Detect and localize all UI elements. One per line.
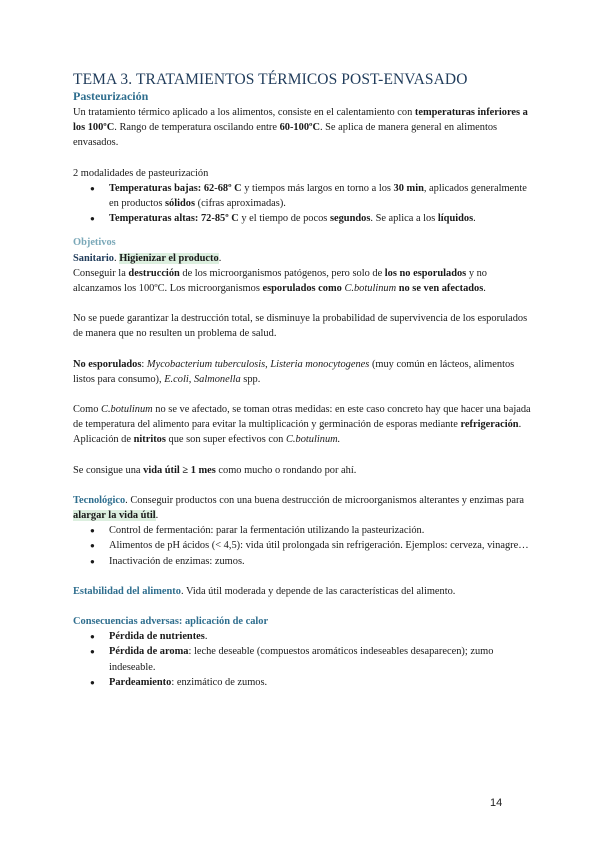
tecnologico-highlight: alargar la vida útil bbox=[73, 510, 156, 522]
bold-span: No esporulados bbox=[73, 358, 142, 370]
item-text: , aplicados generalmente en productos bbox=[109, 182, 527, 210]
sanitario-highlight: Higienizar el producto bbox=[119, 252, 219, 264]
text-span: . Vida útil moderada y depende de las características del alimento. bbox=[180, 585, 456, 597]
list-item: ● Alimentos de pH ácidos (< 4,5): vida útil prolongada sin refrigeración. Ejemplos: cerveza, vinagre… bbox=[109, 538, 533, 553]
modalidades-list bbox=[73, 181, 533, 227]
sanitario-paragraph-2: No se puede garantizar la destrucción total, se disminuye la probabilidad de supervivencia de los esporulados de manera que no resulten un problema de salud. bbox=[73, 313, 528, 340]
text-span: . bbox=[483, 283, 486, 295]
text-span: como mucho o rondando por ahí. bbox=[215, 464, 357, 476]
text-span: (muy común en lácteos, alimentos listos para consumo), bbox=[73, 358, 515, 385]
text-span: , bbox=[265, 358, 271, 370]
sanitario-label: Sanitario bbox=[73, 252, 114, 264]
consecuencias-list bbox=[73, 629, 533, 690]
estabilidad-label: Estabilidad del alimento bbox=[73, 585, 181, 597]
intro-text-1: Un tratamiento térmico aplicado a los alimentos, consiste en el calentamiento con bbox=[73, 107, 415, 118]
item-text: . bbox=[204, 631, 208, 643]
text-span: . Conseguir productos con una buena destrucción de microorganismos alterantes y enzimas para bbox=[125, 494, 525, 506]
page-title: TEMA 3. TRATAMIENTOS TÉRMICOS POST-ENVASADO bbox=[73, 71, 468, 88]
intro-bold-temperature: temperaturas inferiores a los 100ºC bbox=[73, 107, 528, 134]
item-bold: Temperaturas bajas: 62-68º C bbox=[109, 182, 242, 194]
section-heading-pasteurizacion: Pasteurización bbox=[73, 89, 149, 103]
item-text: : enzimático de zumos. bbox=[171, 676, 268, 688]
list-item bbox=[109, 675, 533, 690]
item-text: y tiempos más largos en torno a los bbox=[241, 182, 394, 194]
italic-span: Listeria monocytogenes bbox=[270, 358, 370, 370]
item-bold: sólidos bbox=[164, 198, 196, 210]
tecnologico-list bbox=[73, 523, 533, 569]
bold-span: esporulados como bbox=[262, 283, 345, 295]
list-item: ● Control de fermentación: parar la fermentación utilizando la pasteurización. bbox=[109, 523, 533, 538]
item-bold: Pérdida de nutrientes bbox=[109, 631, 205, 643]
bold-span: no se ven afectados bbox=[396, 283, 484, 295]
intro-text-3: . Se aplica de manera general en alimentos envasados. bbox=[73, 122, 498, 149]
item-text: : leche deseable (compuestos aromáticos indeseables desaparecen); zumo indeseable. bbox=[109, 646, 494, 673]
bold-span: refrigeración bbox=[460, 419, 519, 431]
sanitario-paragraph-5 bbox=[73, 463, 533, 478]
text-span: . Aplicación de bbox=[73, 419, 522, 446]
list-item bbox=[109, 629, 533, 644]
sanitario-end: . bbox=[218, 252, 222, 264]
estabilidad-paragraph bbox=[73, 584, 533, 599]
text-span: : bbox=[141, 358, 147, 370]
bold-span: los no esporulados bbox=[384, 267, 467, 279]
item-text: . Se aplica a los bbox=[370, 213, 438, 225]
text-span: . bbox=[155, 510, 159, 522]
item-bold: Pérdida de aroma bbox=[109, 646, 189, 658]
item-bold: Pardeamiento bbox=[109, 676, 172, 688]
sanitario-paragraph-4 bbox=[73, 402, 533, 448]
text-span: Se consigue una bbox=[73, 464, 144, 476]
intro-text-2: . Rango de temperatura oscilando entre bbox=[114, 122, 280, 134]
text-span: Como bbox=[73, 404, 102, 416]
text-span: Conseguir la bbox=[73, 267, 129, 279]
document-page bbox=[73, 70, 533, 690]
list-item bbox=[109, 211, 533, 226]
intro-bold-range: 60-100ºC bbox=[279, 122, 320, 134]
consecuencias-heading: Consecuencias adversas: aplicación de calor bbox=[73, 616, 269, 628]
sanitario-paragraph-3 bbox=[73, 357, 533, 387]
bold-span: nitritos bbox=[133, 434, 166, 446]
italic-span: C.botulinum. bbox=[285, 434, 341, 446]
text-span: que son super efectivos con bbox=[165, 434, 286, 446]
text-span: , bbox=[188, 373, 194, 385]
text-span: no se ve afectado, se toman otras medidas: en este caso concreto hay que hacer una bajada de temperatura del alimento para evitar la multiplicación y germinación de esporas mediante bbox=[73, 404, 531, 431]
item-text: (cifras aproximadas). bbox=[195, 198, 286, 210]
list-item: ● Inactivación de enzimas: zumos. bbox=[109, 554, 533, 569]
intro-paragraph bbox=[73, 105, 533, 151]
text-span: spp. bbox=[240, 373, 261, 385]
item-bold: líquidos bbox=[437, 213, 474, 225]
italic-span: E.coli bbox=[164, 373, 189, 385]
sanitario-heading bbox=[73, 251, 533, 266]
bold-span: destrucción bbox=[128, 267, 180, 279]
item-text: . bbox=[473, 213, 476, 225]
tecnologico-label: Tecnológico bbox=[73, 494, 126, 506]
list-item bbox=[109, 181, 533, 211]
bold-span: vida útil ≥ 1 mes bbox=[143, 464, 216, 476]
objetivos-heading: Objetivos bbox=[73, 237, 116, 249]
italic-span: C.botulinum bbox=[101, 404, 153, 416]
italic-span: Mycobacterium tuberculosis bbox=[146, 358, 266, 370]
sanitario-sep: . bbox=[114, 252, 120, 264]
item-bold: segundos bbox=[329, 213, 371, 225]
italic-span: C.botulinum bbox=[344, 283, 397, 295]
item-bold: 30 min bbox=[393, 182, 424, 194]
list-item bbox=[109, 644, 533, 674]
sanitario-paragraph-1 bbox=[73, 266, 533, 296]
page-number: 14 bbox=[490, 797, 503, 809]
text-span: de los microorganismos patógenos, pero solo de bbox=[179, 267, 385, 279]
item-text: y el tiempo de pocos bbox=[238, 213, 330, 225]
italic-span: Salmonella bbox=[193, 373, 241, 385]
tecnologico-paragraph bbox=[73, 493, 533, 523]
text-span: y no alcanzamos los 100ºC. Los microorganismos bbox=[73, 267, 487, 295]
item-bold: Temperaturas altas: 72-85º C bbox=[109, 213, 239, 225]
modalidades-title: 2 modalidades de pasteurización bbox=[73, 167, 209, 179]
